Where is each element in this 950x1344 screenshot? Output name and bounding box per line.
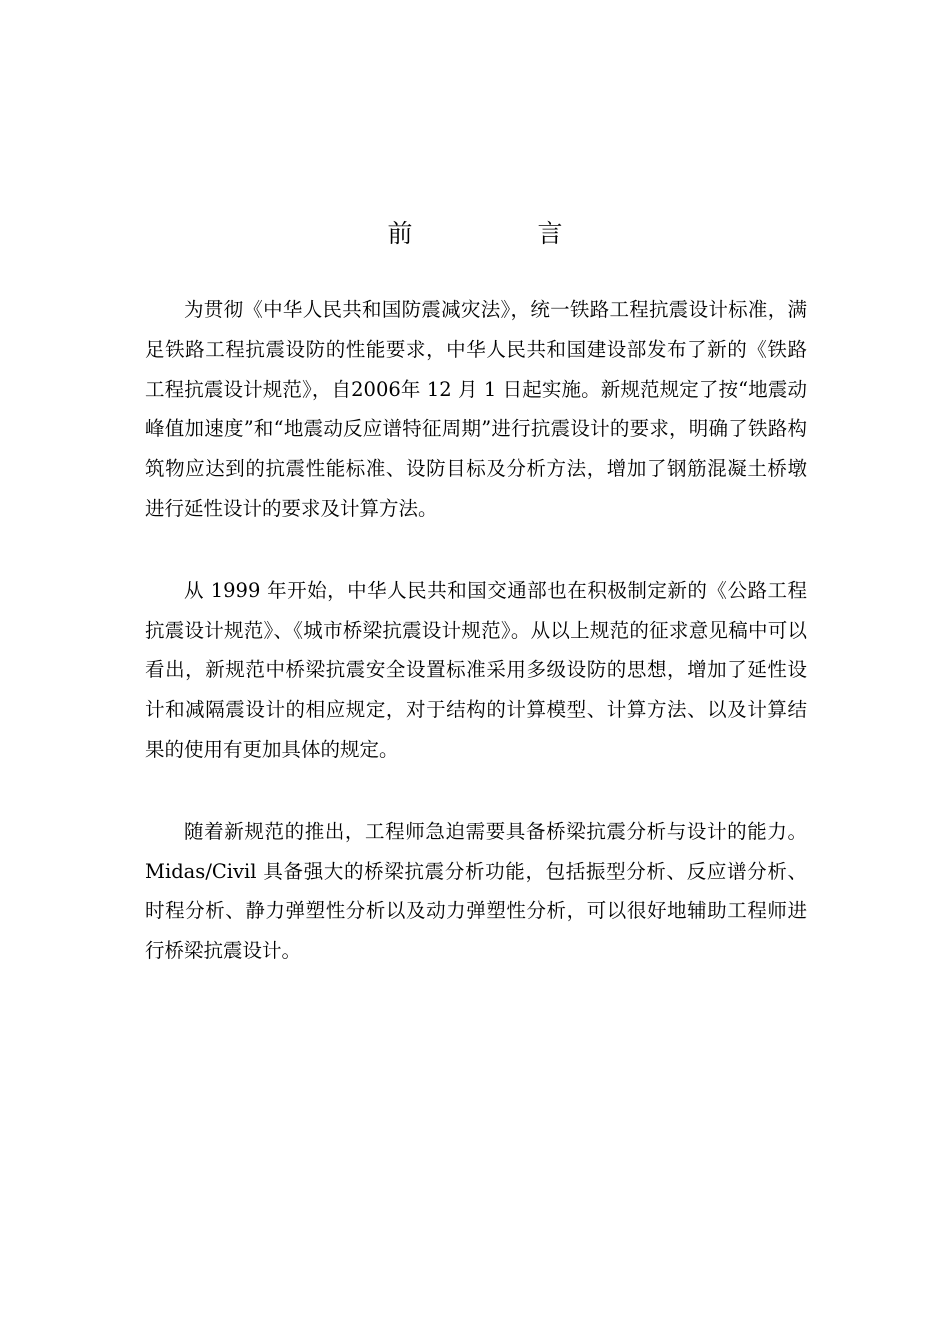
paragraph-3: 随着新规范的推出，工程师急迫需要具备桥梁抗震分析与设计的能力。Midas/Civil 具备强大的桥梁抗震分析功能，包括振型分析、反应谱分析、时程分析、静力弹塑性分析以及动力弹塑性分析，可以很好地辅助工程师进行桥梁抗震设计。	[145, 819, 807, 963]
paragraph-2: 从 1999 年开始，中华人民共和国交通部也在积极制定新的《公路工程抗震设计规范》、《城市桥梁抗震设计规范》。从以上规范的征求意见稿中可以看出，新规范中桥梁抗震安全设置标准采用多级设防的思想，增加了延性设计和减隔震设计的相应规定，对于结构的计算模型、计算方法、以及计算结果的使用有更加具体的规定。	[145, 578, 807, 761]
paragraph-1: 为贯彻《中华人民共和国防震减灾法》，统一铁路工程抗震设计标准，满足铁路工程抗震设防的性能要求，中华人民共和国建设部发布了新的《铁路工程抗震设计规范》，自2006年 12 月 1 日起实施。新规范规定了按“地震动峰值加速度”和“地震动反应谱特征周期”进行抗震设计的要求，明确了铁路构筑物应达到的抗震性能标准、设防目标及分析方法，增加了钢筋混凝土桥墩进行延性设计的要求及计算方法。	[145, 298, 807, 520]
page-title: 前 言	[387, 219, 613, 248]
document-body	[145, 290, 807, 1013]
